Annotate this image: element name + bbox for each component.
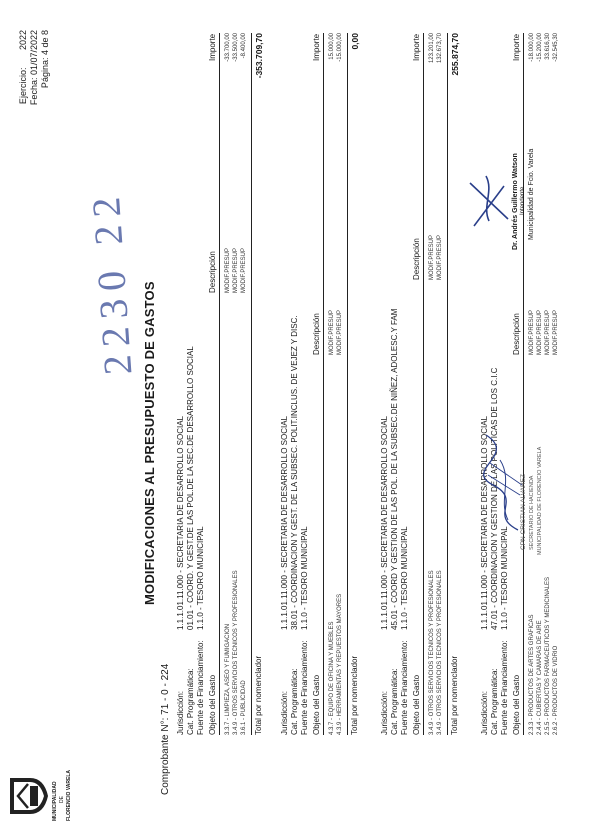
importe-header: Importe (208, 33, 217, 61)
total-rule (447, 33, 448, 735)
importe-item: -18.000,00 (529, 33, 535, 62)
signer-role: Intendente (520, 186, 526, 215)
fuente-value: 1.1.0 - TESORO MUNICIPAL (196, 526, 205, 630)
jurisdiccion-value: 1.1.1.01.11.000 - SECRETARIA DE DESARROLLO SOCIAL (176, 415, 185, 630)
fuente-value: 1.1.0 - TESORO MUNICIPAL (400, 526, 409, 630)
importe-item: 33.616,30 (545, 33, 551, 60)
coat-of-arms-icon (6, 774, 50, 818)
stamp-number: 2230 22 (82, 187, 141, 377)
jurisdiccion-value: 1.1.1.01.11.000 - SECRETARIA DE DESARROLLO SOCIAL (480, 415, 489, 630)
objeto-item: 3.4.9 - OTROS SERVICIOS TECNICOS Y PROFESIONALES (429, 570, 435, 735)
importe-item: 15.000,00 (329, 33, 335, 60)
importe-header: Importe (412, 33, 421, 61)
descripcion-item: MODIF.PRESUP (553, 309, 559, 355)
importe-item: -32.545,30 (553, 33, 559, 62)
importe-item: 123.201,00 (429, 33, 435, 64)
page-title: MODIFICACIONES AL PRESUPUESTO DE GASTOS (142, 281, 157, 605)
descripcion-item: MODIF.PRESUP (241, 247, 247, 293)
objeto-item: 4.3.7 - EQUIPO DE OFICINA Y MUEBLES (329, 621, 335, 735)
jurisdiccion-value: 1.1.1.01.11.000 - SECRETARIA DE DESARROLLO SOCIAL (280, 415, 289, 630)
cat-programatica-label: Cat. Programática: (490, 668, 499, 735)
objeto-header: Objeto del Gasto (412, 674, 421, 735)
signature-mark-icon (464, 171, 514, 231)
signer-organization: Municipalidad de Fcio. Varela (528, 148, 535, 240)
total-label: Total por nomenclador (254, 655, 263, 735)
descripcion-item: MODIF.PRESUP (329, 309, 335, 355)
header-rule (523, 33, 524, 735)
municipality-name-line3: FLORENCIO VARELA (66, 769, 72, 821)
signer-stamp-line1: CPN CRISTIAN ALVAREZ (520, 474, 527, 550)
importe-header: Importe (312, 33, 321, 61)
objeto-header: Objeto del Gasto (312, 674, 321, 735)
fuente-value: 1.1.0 - TESORO MUNICIPAL (300, 526, 309, 630)
importe-item: -15.000,00 (337, 33, 343, 62)
descripcion-item: MODIF.PRESUP (225, 247, 231, 293)
importe-item: 132.673,70 (437, 33, 443, 64)
total-rule (347, 33, 348, 735)
descripcion-item: MODIF.PRESUP (437, 234, 443, 280)
total-value: 0,00 (350, 33, 360, 50)
cat-programatica-value: 38.01 - COORDINACION Y GEST. DE LA SUBSEC. POLIT.INCLUS. DE VEJEZ Y DISC. (290, 315, 299, 630)
fuente-value: 1.1.0 - TESORO MUNICIPAL (500, 526, 509, 630)
header-info (18, 30, 51, 105)
fuente-label: Fuente de Financiamiento: (400, 640, 409, 735)
header-rule (219, 33, 220, 735)
jurisdiccion-label: Jurisdicción: (480, 690, 489, 735)
objeto-item: 2.6.2 - PRODUCTOS DE VIDRIO (553, 645, 559, 735)
objeto-item: 3.4.9 - OTROS SERVICIOS TECNICOS Y PROFESIONALES (233, 570, 239, 735)
importe-item: -8.400,00 (241, 33, 247, 59)
descripcion-item: MODIF.PRESUP (337, 309, 343, 355)
descripcion-item: MODIF.PRESUP (545, 309, 551, 355)
signer-name: Dr. Andrés Guillermo Watson (512, 153, 519, 250)
total-rule (251, 33, 252, 735)
objeto-item: 3.6.1 - PUBLICIDAD (241, 680, 247, 735)
importe-item: -15.200,00 (537, 33, 543, 62)
municipality-name-line1: MUNICIPALIDAD (52, 781, 58, 821)
importe-header: Importe (512, 33, 521, 61)
fuente-label: Fuente de Financiamiento: (196, 640, 205, 735)
signer-stamp-line2: SECRETARIO DE HACIENDA (529, 475, 535, 550)
total-label: Total por nomenclador (350, 655, 359, 735)
importe-item: -33.500,00 (233, 33, 239, 62)
descripcion-header: Descripción (412, 238, 421, 280)
municipality-logo (6, 771, 76, 821)
signer-stamp-line3: MUNICIPALIDAD DE FLORENCIO VARELA (537, 446, 543, 555)
objeto-item: 2.5.5 - PRODUCTOS FARMACEUTICOS Y MEDICINALES (545, 576, 551, 735)
fuente-label: Fuente de Financiamiento: (500, 640, 509, 735)
fecha: Fecha: 01/07/2022 (29, 30, 39, 106)
jurisdiccion-value: 1.1.1.01.11.000 - SECRETARIA DE DESARROLLO SOCIAL (380, 415, 389, 630)
descripcion-header: Descripción (512, 313, 521, 355)
objeto-header: Objeto del Gasto (512, 674, 521, 735)
municipality-name-line2: DE (59, 796, 65, 803)
cat-programatica-value: 01.01 - COORD. Y GEST.DE LAS POL.DE LA SEC.DE DESARROLLO SOCIAL (186, 346, 195, 630)
descripcion-item: MODIF.PRESUP (529, 309, 535, 355)
objeto-item: 4.3.9 - HERRAMIENTAS Y REPUESTOS MAYORES (337, 593, 343, 735)
fuente-label: Fuente de Financiamiento: (300, 640, 309, 735)
comprobante-number: Comprobante N°: 71 - 0 - 224 (160, 663, 171, 795)
objeto-header: Objeto del Gasto (208, 674, 217, 735)
jurisdiccion-label: Jurisdicción: (176, 690, 185, 735)
total-label: Total por nomenclador (450, 655, 459, 735)
total-value: -353.709,70 (254, 33, 264, 79)
descripcion-header: Descripción (208, 251, 217, 293)
ejercicio-label: Ejercicio: (18, 67, 28, 105)
cat-programatica-label: Cat. Programática: (290, 668, 299, 735)
header-rule (423, 33, 424, 735)
objeto-item: 2.4.4 - CUBIERTAS Y CAMARAS DE AIRE (537, 620, 543, 735)
cat-programatica-label: Cat. Programática: (186, 668, 195, 735)
objeto-item: 2.3.3 - PRODUCTOS DE ARTES GRAFICAS (529, 614, 535, 735)
descripcion-item: MODIF.PRESUP (537, 309, 543, 355)
header-rule (323, 33, 324, 735)
importe-item: -33.700,00 (225, 33, 231, 62)
descripcion-item: MODIF.PRESUP (233, 247, 239, 293)
objeto-item: 3.3.7 - LIMPIEZA, ASEO Y FUMIGACION (225, 623, 231, 735)
descripcion-item: MODIF.PRESUP (429, 234, 435, 280)
jurisdiccion-label: Jurisdicción: (280, 690, 289, 735)
objeto-item: 3.4.9 - OTROS SERVICIOS TECNICOS Y PROFESIONALES (437, 570, 443, 735)
cat-programatica-value: 45.01 - COORD Y GESTION DE LAS POL. DE LA SUBSEC.DE NIÑEZ, ADOLESC.Y FAM (390, 308, 399, 630)
descripcion-header: Descripción (312, 313, 321, 355)
total-value: 255.874,70 (450, 33, 460, 76)
pagina: Página: 4 de 8 (40, 30, 50, 89)
jurisdiccion-label: Jurisdicción: (380, 690, 389, 735)
cat-programatica-value: 47.01 - COORDINACION Y GESTION DE LAS POLITICAS DE LOS C.I.C (490, 367, 499, 630)
ejercicio-value: 2022 (18, 30, 28, 51)
cat-programatica-label: Cat. Programática: (390, 668, 399, 735)
